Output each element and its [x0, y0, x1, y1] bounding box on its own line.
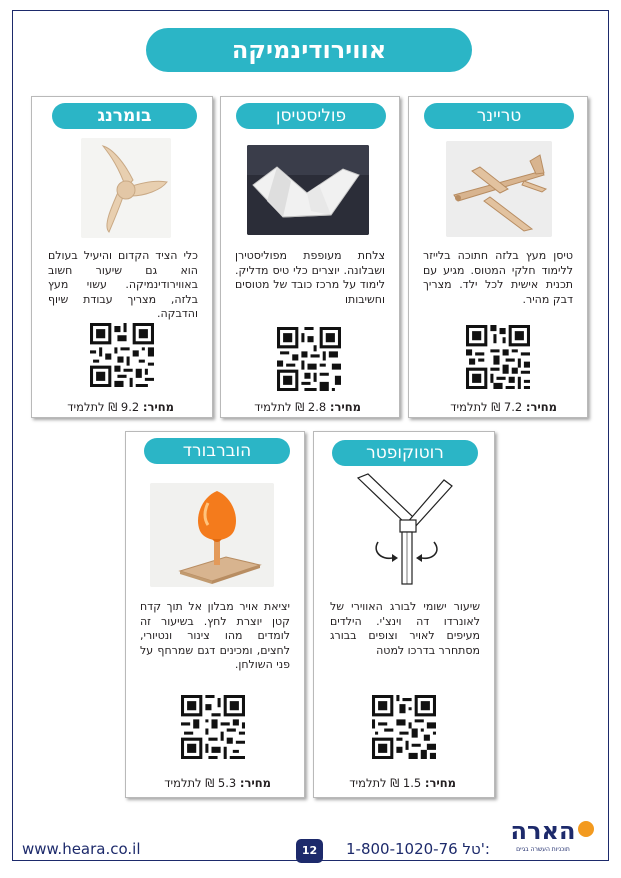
logo-subtext: תוכניות העשרה בגיים [516, 846, 570, 853]
card-title: רוטוקופטר [332, 440, 478, 466]
heara-logo [502, 817, 602, 861]
product-card-polystyrene [220, 96, 400, 418]
phone-info [346, 840, 490, 858]
card-description: כלי הציד הקדום והיעיל בעולם הוא גם שיעור חשוב באווירודינמיקה. עשוי מעץ בלזה, מצריך עבודת שיוף והדבקה. [48, 249, 198, 320]
price-unit: ₪ לתלמיד [254, 400, 305, 414]
card-price [349, 776, 456, 790]
price-value: 9.2 [120, 400, 140, 414]
product-card-trainer [408, 96, 588, 418]
qr-code [466, 325, 530, 389]
boomerang-photo [81, 138, 171, 238]
phone-label: טל': [462, 840, 490, 858]
card-description: טיסן מעץ בלזה חתוכה בלייזר ללימוד חלקי המטוס. מגיע עם תכנית אישית לכל ילד. מצריך דבק מהיר. [423, 249, 573, 306]
price-value: 7.2 [503, 400, 523, 414]
price-value: 5.3 [217, 776, 237, 790]
balsa-glider-photo [446, 141, 552, 237]
polystyrene-plane-photo [247, 145, 369, 235]
card-price [67, 400, 174, 414]
qr-code [90, 323, 154, 387]
price-label: מחיר: [239, 776, 271, 790]
product-card-rotocopter [313, 431, 495, 798]
card-title: פוליסטיסן [236, 103, 386, 129]
rotocopter-diagram [348, 472, 464, 588]
card-title: הוברבורד [144, 438, 290, 464]
card-price [450, 400, 557, 414]
phone-number: 1-800-1020-76 [346, 840, 458, 858]
price-label: מחיר: [525, 400, 557, 414]
card-description: יציאת אויר מבלון אל תוך קדח קטן יוצרת לחץ. בשיעור זה לומדים מהו צינור ונטיורי, לחצים, ומכינים דגם שמרחף על פני השולחן. [140, 600, 290, 671]
card-title: טריינר [424, 103, 574, 129]
price-value: 2.8 [307, 400, 327, 414]
price-unit: ₪ לתלמיד [164, 776, 215, 790]
hoverboard-balloon-photo [150, 483, 274, 587]
qr-code [277, 327, 341, 391]
price-value: 1.5 [402, 776, 422, 790]
card-description: צלחת מעופפת מפוליסטירן ושבלונה. יוצרים כלי טיס מדליק. לימוד על מרכז כובד של מטוסים וחשיבותו [235, 249, 385, 306]
card-price [164, 776, 271, 790]
card-description: שיעור ישומי לבורג האווירי של לאונרדו דה וינצ'י. הילדים מעיפים לאויר וצופים בבורג מסתחרר בדרכו למטה [330, 600, 480, 657]
card-title: בומרנג [52, 103, 197, 129]
price-label: מחיר: [142, 400, 174, 414]
page-number: 12 [296, 839, 323, 863]
price-unit: ₪ לתלמיד [450, 400, 501, 414]
logo-text: הארה [510, 817, 576, 845]
qr-code [372, 695, 436, 759]
product-card-hoverboard [125, 431, 305, 798]
qr-code [181, 695, 245, 759]
website-link[interactable]: www.heara.co.il [22, 840, 141, 858]
page-title: אווירודינמיקה [146, 28, 472, 72]
price-unit: ₪ לתלמיד [349, 776, 400, 790]
product-card-boomerang [31, 96, 213, 418]
price-label: מחיר: [424, 776, 456, 790]
price-label: מחיר: [329, 400, 361, 414]
card-price [254, 400, 361, 414]
price-unit: ₪ לתלמיד [67, 400, 118, 414]
